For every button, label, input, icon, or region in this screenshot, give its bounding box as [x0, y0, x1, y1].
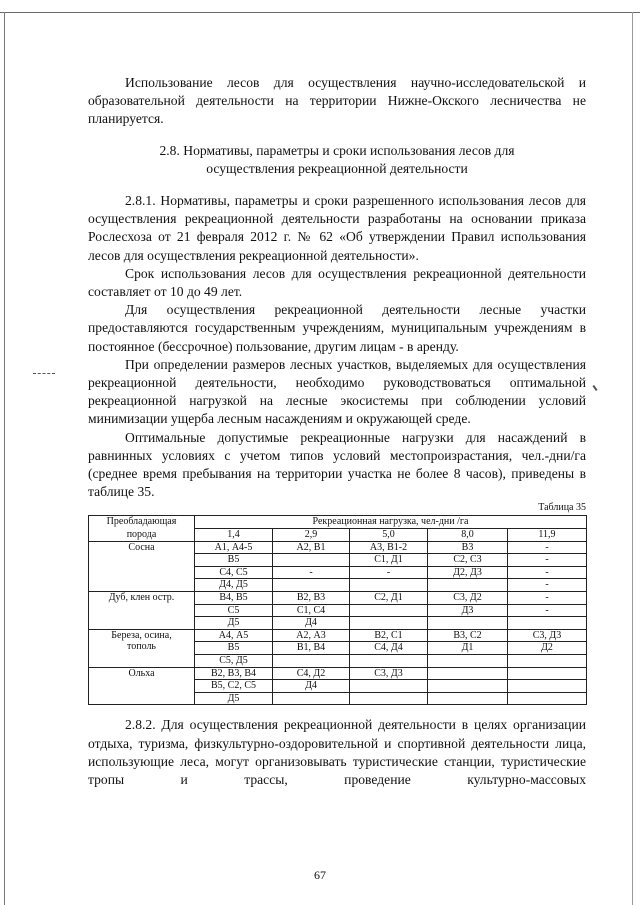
table-cell: Д4	[273, 680, 350, 693]
paragraph-term: Срок использования лесов для осуществления рекреационной деятельности составляет от 10 до 49 лет.	[88, 265, 586, 300]
paragraph-loads: Оптимальные допустимые рекреационные нагрузки для насаждений в равнинных условиях с учетом типов условий местопроизрастания, чел.-дни/га (среднее время пребывания на территории участка не более 8 часов), приведены в таблице 35.	[88, 429, 586, 500]
table-cell	[350, 617, 428, 630]
table-cell: С1, С4	[273, 604, 350, 617]
header-load-value: 5,0	[350, 529, 428, 542]
section-heading-line1: 2.8. Нормативы, параметры и сроки использования лесов для	[159, 142, 515, 158]
table-cell: -	[273, 566, 350, 579]
page-number: 67	[314, 868, 326, 882]
paragraph-provision: Для осуществления рекреационной деятельности лесные участки предоставляются государственным учреждениям, муниципальным учреждениям в постоянное (бессрочное) пользование, другим лицам - в аренду.	[88, 302, 586, 354]
table-cell	[508, 655, 587, 668]
table-cell: С5	[195, 604, 273, 617]
header-species-line2: порода	[89, 529, 195, 542]
table-cell	[273, 655, 350, 668]
table-cell: С5, Д5	[195, 655, 273, 668]
species-cell	[89, 629, 195, 667]
species-cell: Сосна	[89, 541, 195, 591]
table-cell: В5	[195, 642, 273, 655]
table-cell: В2, В3	[273, 592, 350, 605]
header-load-value: 1,4	[195, 529, 273, 542]
table-cell: -	[508, 554, 587, 567]
table-cell: В5	[195, 554, 273, 567]
table-cell: Д5	[195, 617, 273, 630]
table-cell: Д4	[273, 617, 350, 630]
table-cell: А2, А3	[273, 629, 350, 642]
scan-mark	[592, 385, 597, 391]
table-cell	[273, 692, 350, 705]
recreation-load-table	[88, 515, 587, 705]
table-cell: С4, С5	[195, 566, 273, 579]
table-cell	[508, 692, 587, 705]
table-cell: С4, Д2	[273, 667, 350, 680]
table-cell: А3, В1-2	[350, 541, 428, 554]
scan-mark	[33, 373, 55, 375]
table-cell: В5, С2, С5	[195, 680, 273, 693]
table-cell	[428, 617, 508, 630]
table-cell	[508, 680, 587, 693]
species-line: тополь	[126, 641, 156, 653]
table-cell: А1, А4-5	[195, 541, 273, 554]
table-cell: Д2	[508, 642, 587, 655]
species-line: Береза, осина,	[111, 629, 172, 641]
paragraph-2-8-2: 2.8.2. Для осуществления рекреационной деятельности в целях организации отдыха, туризма, физкультурно-оздоровительной и спортивной деятельности лица, использующие леса, могут организовывать туристические станции, туристические тропы и трассы, проведение культурно-массовых	[88, 717, 586, 787]
paragraph-research-use: Использование лесов для осуществления научно-исследовательской и образовательной деятельности на территории Нижне-Окского лесничества не планируется.	[88, 75, 586, 127]
table-cell: Д3	[428, 604, 508, 617]
table-cell	[350, 692, 428, 705]
table-row	[89, 629, 587, 642]
table-cell: А2, В1	[273, 541, 350, 554]
table-cell: В3	[428, 541, 508, 554]
table-cell: -	[508, 604, 587, 617]
table-cell: -	[508, 579, 587, 592]
table-cell: Д5	[195, 692, 273, 705]
paragraph-sizing: При определении размеров лесных участков, выделяемых для осуществления рекреационной деятельности, необходимо руководствоваться оптимальной рекреационной нагрузкой на лесные экосистемы при соблюдении условий минимизации ущерба лесным насаждениям и окружающей среде.	[88, 356, 586, 427]
header-load-value: 8,0	[428, 529, 508, 542]
table-cell	[508, 617, 587, 630]
table-cell: С2, Д1	[350, 592, 428, 605]
table-cell	[428, 692, 508, 705]
table-cell: -	[508, 592, 587, 605]
table-cell: Д2, Д3	[428, 566, 508, 579]
table-cell: Д4, Д5	[195, 579, 273, 592]
scan-border-left	[4, 12, 5, 905]
header-load: Рекреационная нагрузка, чел-дни /га	[195, 516, 587, 529]
table-cell	[273, 554, 350, 567]
table-row	[89, 592, 587, 605]
scan-border-right	[632, 12, 633, 905]
species-cell: Дуб, клен остр.	[89, 592, 195, 630]
species-cell: Ольха	[89, 667, 195, 705]
table-cell: -	[508, 566, 587, 579]
table-cell: -	[350, 566, 428, 579]
table-cell	[350, 579, 428, 592]
table-header-row	[89, 529, 587, 542]
table-cell: В2, С1	[350, 629, 428, 642]
table-cell: В1, В4	[273, 642, 350, 655]
table-cell: В2, В3, В4	[195, 667, 273, 680]
table-row	[89, 541, 587, 554]
paragraph-2-8-1: 2.8.1. Нормативы, параметры и сроки разрешенного использования лесов для осуществления рекреационной деятельности разработаны на основании приказа Рослесхоза от 21 февраля 2012 г. № 62 «Об утверждении Правил использования лесов для осуществления рекреационной деятельности».	[88, 193, 586, 263]
table-row	[89, 667, 587, 680]
header-load-value: 11,9	[508, 529, 587, 542]
table-cell: С3, Д3	[350, 667, 428, 680]
header-load-value: 2,9	[273, 529, 350, 542]
table-cell	[350, 680, 428, 693]
table-cell: Д1	[428, 642, 508, 655]
table-caption: Таблица 35	[538, 502, 586, 514]
scan-border-top	[0, 12, 640, 13]
table-cell	[273, 579, 350, 592]
table-cell	[428, 579, 508, 592]
table-cell	[350, 604, 428, 617]
page-content	[88, 74, 586, 789]
table-cell: А4, А5	[195, 629, 273, 642]
section-heading-line2: осуществления рекреационной деятельности	[206, 160, 468, 176]
table-cell	[428, 680, 508, 693]
table-cell: -	[508, 541, 587, 554]
header-species-line1: Преобладающая	[89, 516, 195, 529]
table-cell: С4, Д4	[350, 642, 428, 655]
table-cell: С2, С3	[428, 554, 508, 567]
table-cell	[428, 655, 508, 668]
table-cell	[350, 655, 428, 668]
table-cell: С3, Д3	[508, 629, 587, 642]
table-cell: В4, В5	[195, 592, 273, 605]
table-header-row	[89, 516, 587, 529]
table-cell: С1, Д1	[350, 554, 428, 567]
table-cell	[508, 667, 587, 680]
table-cell	[428, 667, 508, 680]
table-cell: С3, Д2	[428, 592, 508, 605]
table-cell: В3, С2	[428, 629, 508, 642]
